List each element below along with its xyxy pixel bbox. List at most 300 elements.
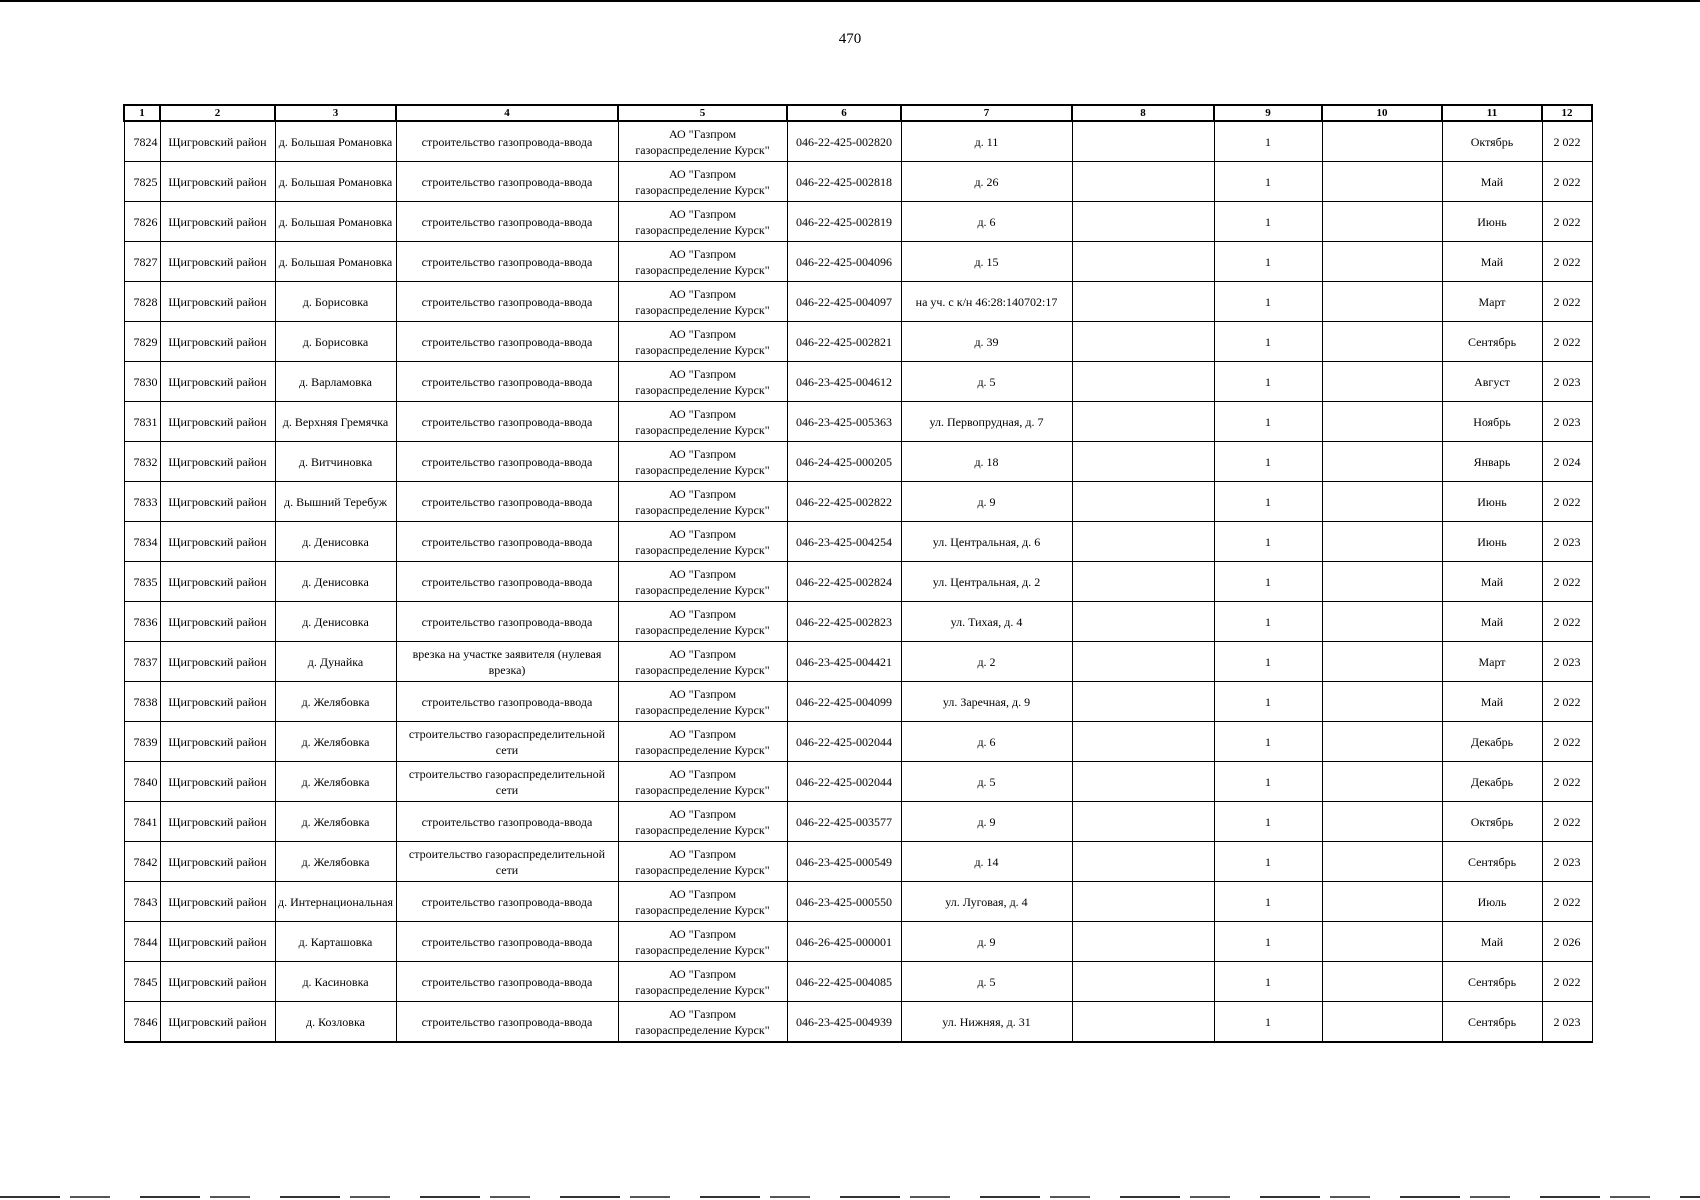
district-cell: Щигровский район [160, 922, 275, 962]
column-10-cell [1322, 562, 1442, 602]
application-code-cell: 046-23-425-004939 [787, 1002, 901, 1043]
organization-cell: АО "Газпром газораспределение Курск" [618, 1002, 787, 1043]
column-10-cell [1322, 282, 1442, 322]
column-10-cell [1322, 802, 1442, 842]
column-8-cell [1072, 922, 1214, 962]
column-8-cell [1072, 522, 1214, 562]
table-row [124, 482, 1592, 522]
district-cell: Щигровский район [160, 482, 275, 522]
month-cell: Октябрь [1442, 802, 1542, 842]
work-type-cell: строительство газопровода-ввода [396, 802, 618, 842]
top-border-line [0, 0, 1700, 2]
work-type-cell: строительство газораспределительной сети [396, 722, 618, 762]
table-body [124, 121, 1592, 1042]
column-10-cell [1322, 1002, 1442, 1043]
address-cell: д. 6 [901, 202, 1072, 242]
table-row [124, 362, 1592, 402]
row-number-cell: 7845 [124, 962, 160, 1002]
row-number-cell: 7829 [124, 322, 160, 362]
column-8-cell [1072, 682, 1214, 722]
application-code-cell: 046-23-425-000550 [787, 882, 901, 922]
settlement-cell: д. Денисовка [275, 522, 396, 562]
settlement-cell: д. Вышний Теребуж [275, 482, 396, 522]
organization-cell: АО "Газпром газораспределение Курск" [618, 562, 787, 602]
address-cell: д. 11 [901, 121, 1072, 162]
month-cell: Май [1442, 562, 1542, 602]
year-cell: 2 022 [1542, 322, 1592, 362]
work-type-cell: строительство газораспределительной сети [396, 762, 618, 802]
table-row [124, 802, 1592, 842]
month-cell: Ноябрь [1442, 402, 1542, 442]
table-row [124, 402, 1592, 442]
settlement-cell: д. Дунайка [275, 642, 396, 682]
work-type-cell: строительство газопровода-ввода [396, 282, 618, 322]
quantity-cell: 1 [1214, 882, 1322, 922]
quantity-cell: 1 [1214, 121, 1322, 162]
month-cell: Май [1442, 162, 1542, 202]
address-cell: ул. Заречная, д. 9 [901, 682, 1072, 722]
row-number-cell: 7841 [124, 802, 160, 842]
address-cell: д. 6 [901, 722, 1072, 762]
table-row [124, 682, 1592, 722]
table-row [124, 722, 1592, 762]
application-code-cell: 046-22-425-002044 [787, 762, 901, 802]
row-number-cell: 7831 [124, 402, 160, 442]
application-code-cell: 046-23-425-004254 [787, 522, 901, 562]
row-number-cell: 7837 [124, 642, 160, 682]
year-cell: 2 022 [1542, 682, 1592, 722]
row-number-cell: 7830 [124, 362, 160, 402]
month-cell: Сентябрь [1442, 322, 1542, 362]
district-cell: Щигровский район [160, 202, 275, 242]
quantity-cell: 1 [1214, 1002, 1322, 1043]
work-type-cell: строительство газопровода-ввода [396, 322, 618, 362]
column-header-11: 11 [1442, 105, 1542, 121]
column-header-3: 3 [275, 105, 396, 121]
month-cell: Июнь [1442, 482, 1542, 522]
month-cell: Сентябрь [1442, 842, 1542, 882]
organization-cell: АО "Газпром газораспределение Курск" [618, 162, 787, 202]
work-type-cell: строительство газопровода-ввода [396, 882, 618, 922]
column-header-12: 12 [1542, 105, 1592, 121]
settlement-cell: д. Большая Романовка [275, 202, 396, 242]
month-cell: Декабрь [1442, 722, 1542, 762]
quantity-cell: 1 [1214, 202, 1322, 242]
year-cell: 2 023 [1542, 362, 1592, 402]
column-10-cell [1322, 202, 1442, 242]
gas-connection-schedule-table [123, 104, 1593, 1043]
address-cell: д. 14 [901, 842, 1072, 882]
work-type-cell: врезка на участке заявителя (нулевая врезка) [396, 642, 618, 682]
year-cell: 2 023 [1542, 842, 1592, 882]
column-number-header-row [124, 105, 1592, 121]
settlement-cell: д. Желябовка [275, 802, 396, 842]
settlement-cell: д. Большая Романовка [275, 121, 396, 162]
settlement-cell: д. Верхняя Гремячка [275, 402, 396, 442]
year-cell: 2 022 [1542, 762, 1592, 802]
column-header-8: 8 [1072, 105, 1214, 121]
organization-cell: АО "Газпром газораспределение Курск" [618, 482, 787, 522]
organization-cell: АО "Газпром газораспределение Курск" [618, 522, 787, 562]
year-cell: 2 022 [1542, 802, 1592, 842]
quantity-cell: 1 [1214, 562, 1322, 602]
address-cell: д. 5 [901, 762, 1072, 802]
district-cell: Щигровский район [160, 242, 275, 282]
column-10-cell [1322, 722, 1442, 762]
settlement-cell: д. Денисовка [275, 562, 396, 602]
month-cell: Август [1442, 362, 1542, 402]
application-code-cell: 046-23-425-004421 [787, 642, 901, 682]
work-type-cell: строительство газопровода-ввода [396, 682, 618, 722]
application-code-cell: 046-26-425-000001 [787, 922, 901, 962]
quantity-cell: 1 [1214, 242, 1322, 282]
column-header-9: 9 [1214, 105, 1322, 121]
settlement-cell: д. Интернациональная [275, 882, 396, 922]
month-cell: Сентябрь [1442, 1002, 1542, 1043]
work-type-cell: строительство газопровода-ввода [396, 562, 618, 602]
row-number-cell: 7846 [124, 1002, 160, 1043]
year-cell: 2 022 [1542, 242, 1592, 282]
work-type-cell: строительство газопровода-ввода [396, 242, 618, 282]
application-code-cell: 046-22-425-004099 [787, 682, 901, 722]
settlement-cell: д. Большая Романовка [275, 242, 396, 282]
column-8-cell [1072, 882, 1214, 922]
organization-cell: АО "Газпром газораспределение Курск" [618, 602, 787, 642]
address-cell: ул. Центральная, д. 6 [901, 522, 1072, 562]
table-row [124, 202, 1592, 242]
column-8-cell [1072, 802, 1214, 842]
organization-cell: АО "Газпром газораспределение Курск" [618, 402, 787, 442]
organization-cell: АО "Газпром газораспределение Курск" [618, 282, 787, 322]
application-code-cell: 046-22-425-002818 [787, 162, 901, 202]
column-header-5: 5 [618, 105, 787, 121]
address-cell: д. 39 [901, 322, 1072, 362]
organization-cell: АО "Газпром газораспределение Курск" [618, 242, 787, 282]
column-header-6: 6 [787, 105, 901, 121]
settlement-cell: д. Козловка [275, 1002, 396, 1043]
quantity-cell: 1 [1214, 842, 1322, 882]
address-cell: д. 18 [901, 442, 1072, 482]
column-10-cell [1322, 322, 1442, 362]
year-cell: 2 022 [1542, 202, 1592, 242]
row-number-cell: 7842 [124, 842, 160, 882]
column-8-cell [1072, 282, 1214, 322]
table-row [124, 162, 1592, 202]
organization-cell: АО "Газпром газораспределение Курск" [618, 962, 787, 1002]
column-8-cell [1072, 322, 1214, 362]
table-row [124, 442, 1592, 482]
column-8-cell [1072, 962, 1214, 1002]
column-8-cell [1072, 842, 1214, 882]
organization-cell: АО "Газпром газораспределение Курск" [618, 121, 787, 162]
bottom-scan-edge [0, 1196, 1700, 1198]
year-cell: 2 022 [1542, 282, 1592, 322]
column-10-cell [1322, 762, 1442, 802]
month-cell: Май [1442, 242, 1542, 282]
settlement-cell: д. Желябовка [275, 762, 396, 802]
table-row [124, 642, 1592, 682]
address-cell: ул. Тихая, д. 4 [901, 602, 1072, 642]
district-cell: Щигровский район [160, 562, 275, 602]
application-code-cell: 046-22-425-004097 [787, 282, 901, 322]
district-cell: Щигровский район [160, 162, 275, 202]
column-8-cell [1072, 1002, 1214, 1043]
month-cell: Июнь [1442, 202, 1542, 242]
address-cell: ул. Луговая, д. 4 [901, 882, 1072, 922]
address-cell: ул. Нижняя, д. 31 [901, 1002, 1072, 1043]
organization-cell: АО "Газпром газораспределение Курск" [618, 762, 787, 802]
work-type-cell: строительство газопровода-ввода [396, 362, 618, 402]
organization-cell: АО "Газпром газораспределение Курск" [618, 802, 787, 842]
application-code-cell: 046-22-425-002821 [787, 322, 901, 362]
application-code-cell: 046-23-425-004612 [787, 362, 901, 402]
district-cell: Щигровский район [160, 121, 275, 162]
district-cell: Щигровский район [160, 362, 275, 402]
quantity-cell: 1 [1214, 402, 1322, 442]
year-cell: 2 022 [1542, 562, 1592, 602]
table-row [124, 962, 1592, 1002]
organization-cell: АО "Газпром газораспределение Курск" [618, 202, 787, 242]
row-number-cell: 7828 [124, 282, 160, 322]
row-number-cell: 7824 [124, 121, 160, 162]
year-cell: 2 022 [1542, 962, 1592, 1002]
district-cell: Щигровский район [160, 882, 275, 922]
application-code-cell: 046-22-425-002819 [787, 202, 901, 242]
column-10-cell [1322, 602, 1442, 642]
row-number-cell: 7832 [124, 442, 160, 482]
settlement-cell: д. Борисовка [275, 322, 396, 362]
work-type-cell: строительство газопровода-ввода [396, 162, 618, 202]
district-cell: Щигровский район [160, 282, 275, 322]
row-number-cell: 7826 [124, 202, 160, 242]
column-8-cell [1072, 562, 1214, 602]
column-10-cell [1322, 402, 1442, 442]
settlement-cell: д. Большая Романовка [275, 162, 396, 202]
application-code-cell: 046-22-425-002822 [787, 482, 901, 522]
row-number-cell: 7838 [124, 682, 160, 722]
column-8-cell [1072, 402, 1214, 442]
column-8-cell [1072, 722, 1214, 762]
column-10-cell [1322, 442, 1442, 482]
work-type-cell: строительство газопровода-ввода [396, 1002, 618, 1043]
work-type-cell: строительство газопровода-ввода [396, 602, 618, 642]
column-header-1: 1 [124, 105, 160, 121]
table-row [124, 762, 1592, 802]
district-cell: Щигровский район [160, 602, 275, 642]
organization-cell: АО "Газпром газораспределение Курск" [618, 882, 787, 922]
month-cell: Январь [1442, 442, 1542, 482]
table-row [124, 282, 1592, 322]
address-cell: ул. Первопрудная, д. 7 [901, 402, 1072, 442]
quantity-cell: 1 [1214, 962, 1322, 1002]
table-row [124, 121, 1592, 162]
column-10-cell [1322, 522, 1442, 562]
quantity-cell: 1 [1214, 922, 1322, 962]
address-cell: д. 15 [901, 242, 1072, 282]
application-code-cell: 046-22-425-004085 [787, 962, 901, 1002]
district-cell: Щигровский район [160, 842, 275, 882]
quantity-cell: 1 [1214, 442, 1322, 482]
row-number-cell: 7843 [124, 882, 160, 922]
quantity-cell: 1 [1214, 802, 1322, 842]
month-cell: Декабрь [1442, 762, 1542, 802]
address-cell: д. 5 [901, 962, 1072, 1002]
district-cell: Щигровский район [160, 762, 275, 802]
year-cell: 2 022 [1542, 602, 1592, 642]
month-cell: Май [1442, 922, 1542, 962]
application-code-cell: 046-22-425-003577 [787, 802, 901, 842]
column-10-cell [1322, 682, 1442, 722]
month-cell: Март [1442, 642, 1542, 682]
organization-cell: АО "Газпром газораспределение Курск" [618, 442, 787, 482]
organization-cell: АО "Газпром газораспределение Курск" [618, 722, 787, 762]
column-header-7: 7 [901, 105, 1072, 121]
address-cell: д. 9 [901, 802, 1072, 842]
column-10-cell [1322, 162, 1442, 202]
work-type-cell: строительство газопровода-ввода [396, 922, 618, 962]
settlement-cell: д. Денисовка [275, 602, 396, 642]
column-10-cell [1322, 642, 1442, 682]
application-code-cell: 046-24-425-000205 [787, 442, 901, 482]
work-type-cell: строительство газопровода-ввода [396, 442, 618, 482]
row-number-cell: 7835 [124, 562, 160, 602]
address-cell: д. 9 [901, 482, 1072, 522]
quantity-cell: 1 [1214, 722, 1322, 762]
table-row [124, 242, 1592, 282]
work-type-cell: строительство газопровода-ввода [396, 402, 618, 442]
application-code-cell: 046-23-425-005363 [787, 402, 901, 442]
row-number-cell: 7834 [124, 522, 160, 562]
column-8-cell [1072, 762, 1214, 802]
district-cell: Щигровский район [160, 1002, 275, 1043]
quantity-cell: 1 [1214, 762, 1322, 802]
application-code-cell: 046-22-425-002820 [787, 121, 901, 162]
address-cell: д. 9 [901, 922, 1072, 962]
settlement-cell: д. Витчиновка [275, 442, 396, 482]
work-type-cell: строительство газораспределительной сети [396, 842, 618, 882]
month-cell: Март [1442, 282, 1542, 322]
year-cell: 2 023 [1542, 642, 1592, 682]
year-cell: 2 023 [1542, 1002, 1592, 1043]
settlement-cell: д. Карташовка [275, 922, 396, 962]
settlement-cell: д. Желябовка [275, 722, 396, 762]
quantity-cell: 1 [1214, 642, 1322, 682]
column-8-cell [1072, 362, 1214, 402]
table-row [124, 922, 1592, 962]
column-10-cell [1322, 121, 1442, 162]
column-8-cell [1072, 202, 1214, 242]
column-10-cell [1322, 242, 1442, 282]
district-cell: Щигровский район [160, 802, 275, 842]
address-cell: д. 5 [901, 362, 1072, 402]
settlement-cell: д. Желябовка [275, 682, 396, 722]
column-10-cell [1322, 842, 1442, 882]
month-cell: Октябрь [1442, 121, 1542, 162]
column-header-2: 2 [160, 105, 275, 121]
year-cell: 2 022 [1542, 121, 1592, 162]
row-number-cell: 7840 [124, 762, 160, 802]
row-number-cell: 7844 [124, 922, 160, 962]
quantity-cell: 1 [1214, 682, 1322, 722]
table-row [124, 882, 1592, 922]
quantity-cell: 1 [1214, 602, 1322, 642]
month-cell: Май [1442, 682, 1542, 722]
month-cell: Май [1442, 602, 1542, 642]
district-cell: Щигровский район [160, 962, 275, 1002]
settlement-cell: д. Желябовка [275, 842, 396, 882]
work-type-cell: строительство газопровода-ввода [396, 522, 618, 562]
work-type-cell: строительство газопровода-ввода [396, 121, 618, 162]
year-cell: 2 022 [1542, 722, 1592, 762]
row-number-cell: 7839 [124, 722, 160, 762]
district-cell: Щигровский район [160, 322, 275, 362]
row-number-cell: 7833 [124, 482, 160, 522]
application-code-cell: 046-23-425-000549 [787, 842, 901, 882]
column-8-cell [1072, 121, 1214, 162]
column-10-cell [1322, 882, 1442, 922]
row-number-cell: 7836 [124, 602, 160, 642]
work-type-cell: строительство газопровода-ввода [396, 482, 618, 522]
quantity-cell: 1 [1214, 282, 1322, 322]
district-cell: Щигровский район [160, 522, 275, 562]
column-8-cell [1072, 642, 1214, 682]
address-cell: д. 26 [901, 162, 1072, 202]
column-10-cell [1322, 362, 1442, 402]
settlement-cell: д. Борисовка [275, 282, 396, 322]
district-cell: Щигровский район [160, 642, 275, 682]
month-cell: Июнь [1442, 522, 1542, 562]
column-8-cell [1072, 482, 1214, 522]
table-row [124, 322, 1592, 362]
table-row [124, 602, 1592, 642]
organization-cell: АО "Газпром газораспределение Курск" [618, 322, 787, 362]
column-8-cell [1072, 162, 1214, 202]
table-row [124, 562, 1592, 602]
year-cell: 2 023 [1542, 402, 1592, 442]
application-code-cell: 046-22-425-002823 [787, 602, 901, 642]
page-number: 470 [838, 31, 862, 47]
settlement-cell: д. Варламовка [275, 362, 396, 402]
year-cell: 2 024 [1542, 442, 1592, 482]
year-cell: 2 023 [1542, 522, 1592, 562]
year-cell: 2 022 [1542, 882, 1592, 922]
column-10-cell [1322, 482, 1442, 522]
district-cell: Щигровский район [160, 402, 275, 442]
quantity-cell: 1 [1214, 362, 1322, 402]
organization-cell: АО "Газпром газораспределение Курск" [618, 682, 787, 722]
application-code-cell: 046-22-425-002824 [787, 562, 901, 602]
year-cell: 2 022 [1542, 162, 1592, 202]
quantity-cell: 1 [1214, 162, 1322, 202]
column-10-cell [1322, 962, 1442, 1002]
quantity-cell: 1 [1214, 482, 1322, 522]
row-number-cell: 7825 [124, 162, 160, 202]
quantity-cell: 1 [1214, 522, 1322, 562]
district-cell: Щигровский район [160, 722, 275, 762]
column-8-cell [1072, 242, 1214, 282]
organization-cell: АО "Газпром газораспределение Курск" [618, 922, 787, 962]
row-number-cell: 7827 [124, 242, 160, 282]
column-header-10: 10 [1322, 105, 1442, 121]
application-code-cell: 046-22-425-004096 [787, 242, 901, 282]
district-cell: Щигровский район [160, 682, 275, 722]
table-row [124, 1002, 1592, 1043]
address-cell: на уч. с к/н 46:28:140702:17 [901, 282, 1072, 322]
table-row [124, 522, 1592, 562]
column-header-4: 4 [396, 105, 618, 121]
district-cell: Щигровский район [160, 442, 275, 482]
table-row [124, 842, 1592, 882]
